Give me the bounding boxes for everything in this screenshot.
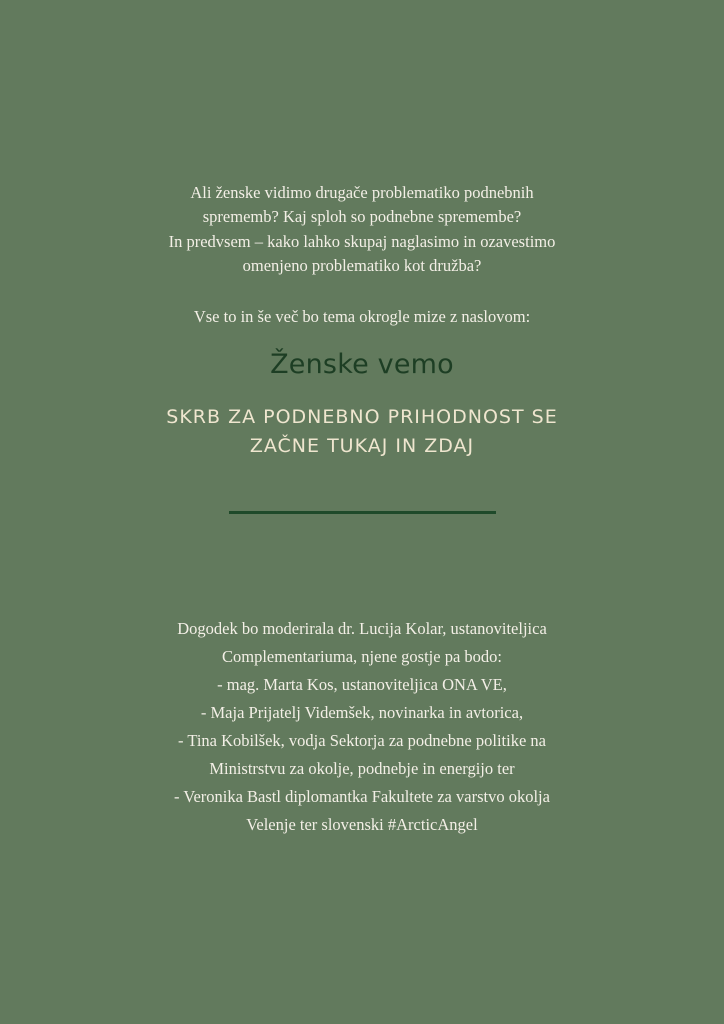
intro-line: omenjeno problematiko kot družba?	[242, 255, 482, 275]
details-line: - Tina Kobilšek, vodja Sektorja za podnebne politike na	[178, 731, 546, 750]
details-line: Velenje ter slovenski #ArcticAngel	[246, 815, 478, 834]
subtitle-line: SKRB ZA PODNEBNO PRIHODNOST SE	[166, 406, 558, 428]
details-line: Dogodek bo moderirala dr. Lucija Kolar, ustanoviteljica	[177, 619, 547, 638]
details-line: Complementariuma, njene gostje pa bodo:	[222, 647, 502, 666]
intro-line: Ali ženske vidimo drugače problematiko podnebnih	[190, 183, 534, 202]
details-paragraph	[62, 615, 662, 839]
details-line: Ministrstvu za okolje, podnebje in energijo ter	[209, 759, 515, 778]
details-line: - Maja Prijatelj Videmšek, novinarka in avtorica,	[200, 703, 524, 722]
intro-lead-text: Vse to in še več bo tema okrogle mize z naslovom:	[193, 307, 531, 326]
event-title: Ženske vemo	[270, 349, 454, 380]
details-line: - mag. Marta Kos, ustanoviteljica ONA VE,	[217, 675, 507, 694]
intro-line: In predvsem – kako lahko skupaj naglasimo in ozavestimo	[168, 231, 556, 251]
details-line: - Veronika Bastl diplomantka Fakultete za varstvo okolja	[174, 787, 550, 806]
subtitle-line: ZAČNE TUKAJ IN ZDAJ	[249, 435, 475, 457]
intro-line: sprememb? Kaj sploh so podnebne spremembe?	[202, 207, 522, 227]
divider-line	[229, 511, 496, 514]
intro-paragraph	[62, 181, 662, 278]
event-subtitle	[62, 403, 662, 461]
